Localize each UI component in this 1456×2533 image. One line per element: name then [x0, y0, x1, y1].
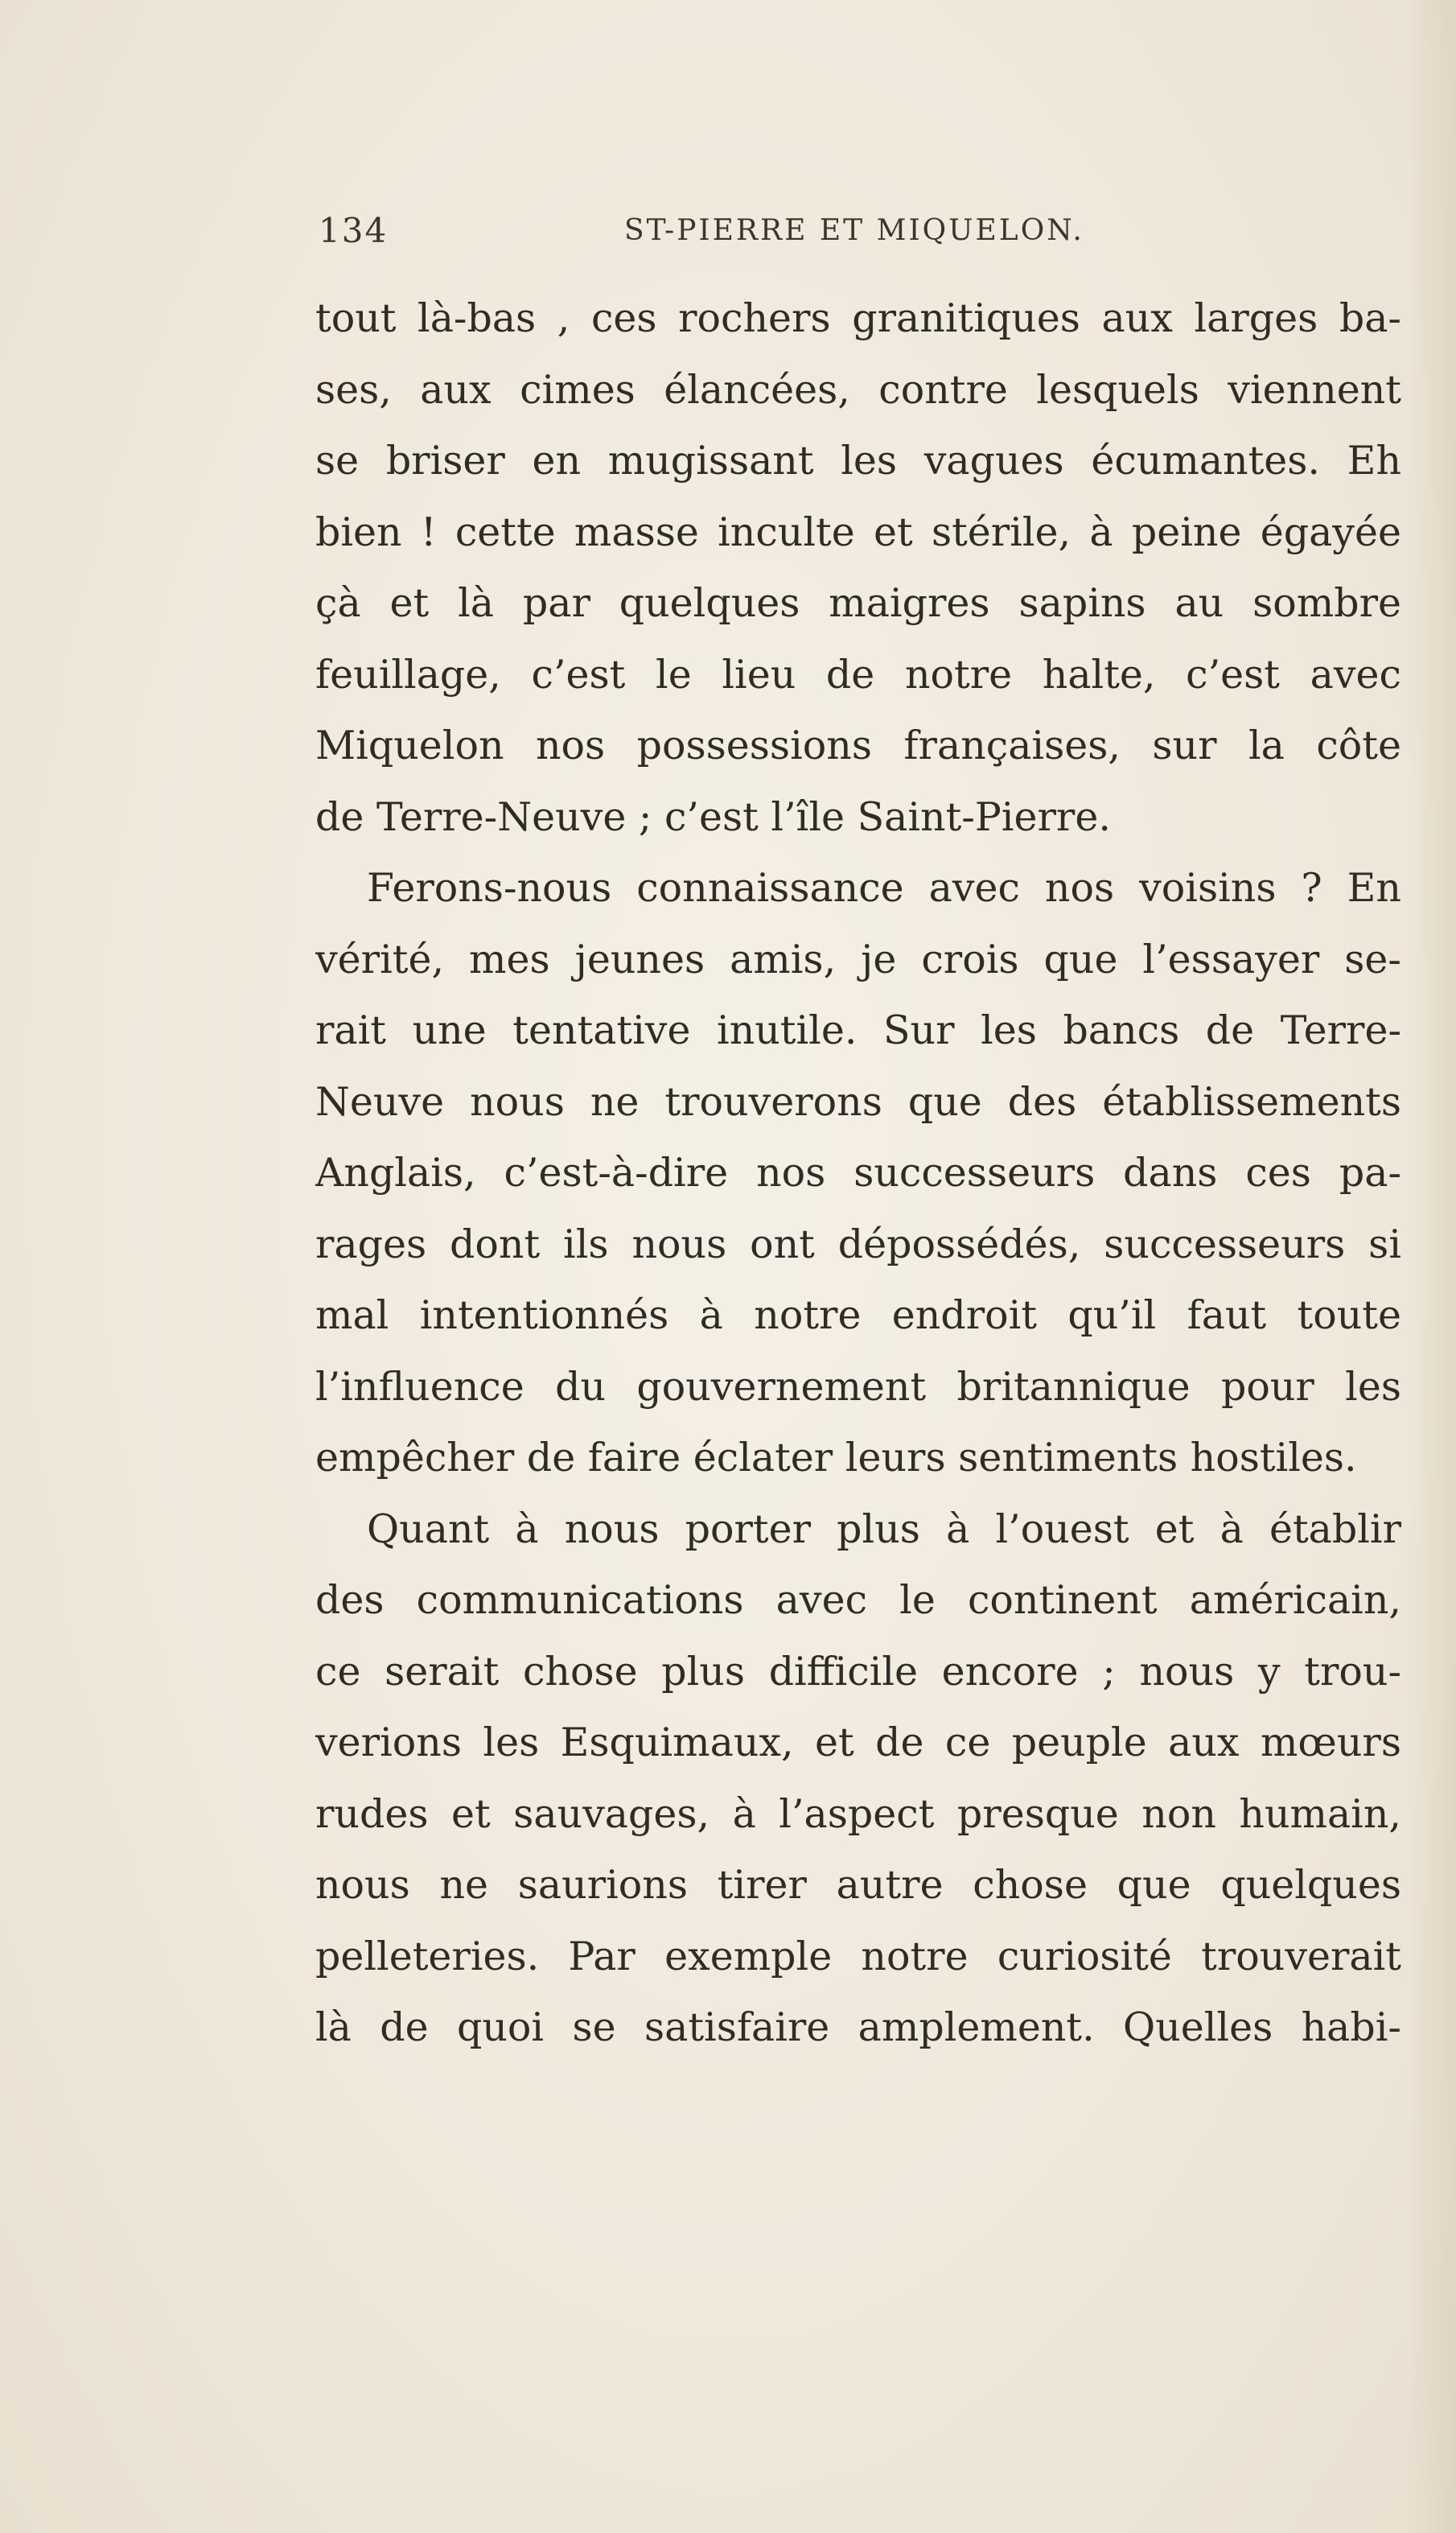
- text-line: là de quoi se satisfaire amplement. Quelles habi-: [315, 2004, 1401, 2050]
- paragraph-start-line: Ferons-nous connaissance avec nos voisins ? En: [367, 865, 1401, 911]
- text-line: nous ne saurions tirer autre chose que quelques: [315, 1862, 1401, 1908]
- text-line: verions les Esquimaux, et de ce peuple aux mœurs: [315, 1720, 1401, 1765]
- text-line: se briser en mugissant les vagues écumantes. Eh: [315, 438, 1401, 484]
- paragraph-start-line: Quant à nous porter plus à l’ouest et à établir: [367, 1505, 1401, 1552]
- paragraph-end-line: empêcher de faire éclater leurs sentiments hostiles.: [315, 1435, 1357, 1481]
- text-line: ce serait chose plus difficile encore ; nous y trou-: [315, 1648, 1401, 1695]
- text-line: pelleteries. Par exemple notre curiosité trouverait: [315, 1933, 1401, 1979]
- text-line: feuillage, c’est le lieu de notre halte, c’est avec: [315, 651, 1401, 698]
- text-line: Neuve nous ne trouverons que des établissements: [315, 1078, 1401, 1125]
- text-line: des communications avec le continent américain,: [315, 1577, 1401, 1623]
- body-text: [315, 283, 1401, 2064]
- text-line: rait une tentative inutile. Sur les bancs de Terre-: [315, 1007, 1401, 1053]
- running-title: ST-PIERRE ET MIQUELON.: [624, 214, 1084, 247]
- text-line: Miquelon nos possessions françaises, sur la côte: [315, 723, 1401, 768]
- text-line: bien ! cette masse inculte et stérile, à peine égayée: [315, 509, 1401, 555]
- text-line: çà et là par quelques maigres sapins au sombre: [315, 580, 1401, 626]
- running-head: [319, 211, 1396, 259]
- text-line: vérité, mes jeunes amis, je crois que l’essayer se-: [315, 936, 1401, 982]
- paragraph-end-line: de Terre-Neuve ; c’est l’île Saint-Pierre.: [315, 793, 1111, 840]
- text-line: Anglais, c’est-à-dire nos successeurs dans ces pa-: [315, 1150, 1401, 1196]
- text-line: rudes et sauvages, à l’aspect presque non humain,: [315, 1790, 1401, 1837]
- text-line: rages dont ils nous ont dépossédés, successeurs si: [315, 1221, 1401, 1267]
- text-line: l’influence du gouvernement britannique pour les: [315, 1363, 1401, 1410]
- page-number: 134: [319, 211, 389, 250]
- text-line: mal intentionnés à notre endroit qu’il faut toute: [315, 1292, 1401, 1338]
- text-line: ses, aux cimes élancées, contre lesquels viennent: [315, 366, 1401, 413]
- page-edge-shading: [1408, 0, 1456, 2533]
- text-line: tout là-bas , ces rochers granitiques aux larges ba-: [315, 295, 1401, 341]
